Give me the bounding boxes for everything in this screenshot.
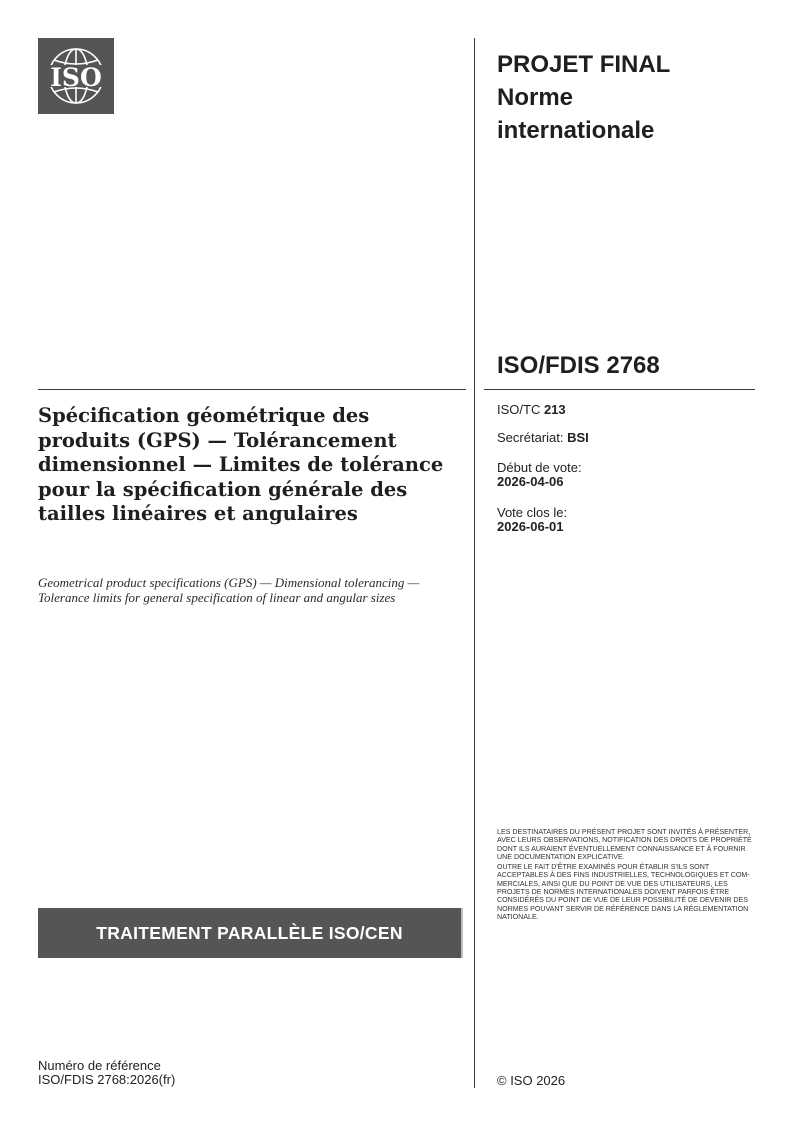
vote-start-label: Début de vote: bbox=[497, 460, 582, 475]
vertical-divider bbox=[474, 38, 475, 1088]
parallel-processing-banner: TRAITEMENT PARALLÈLE ISO/CEN bbox=[38, 908, 463, 958]
horizontal-divider-left bbox=[38, 389, 466, 390]
iso-globe-logo-icon bbox=[38, 38, 114, 114]
status-line-1: PROJET FINAL bbox=[497, 51, 671, 78]
document-number: ISO/FDIS 2768 bbox=[497, 352, 660, 379]
vote-start-info bbox=[497, 461, 582, 489]
vote-end-info bbox=[497, 506, 567, 534]
committee-value: 213 bbox=[543, 402, 566, 417]
notice-paragraph-2: OUTRE LE FAIT D'ÊTRE EXAMINÉS POUR ÉTABLIR S'ILS SONT ACCEPTABLES À DES FINS INDUSTRIELLES, TECHNOLOGIQUES ET COM-MERCIALES, AINSI QUE DU POINT DE VUE DES UTILISATEURS, LES PROJETS DE NORMES INTERNATIONALES DOIVENT PARFOIS ÊTRE CONSIDÉRÉS DU POINT DE VUE DE LEUR POSSIBILITÉ DE DEVENIR DES NORMES POUVANT SERVIR DE RÉFÉRENCE DANS LA RÉGLEMENTATION NATIONALE. bbox=[497, 863, 750, 921]
english-title: Geometrical product specifications (GPS) — Dimensional tolerancing — Tolerance limits for general specification of linear and angular sizes bbox=[38, 575, 420, 605]
vote-end-date: 2026-06-01 bbox=[497, 519, 564, 534]
notice-paragraph-1: LES DESTINATAIRES DU PRÉSENT PROJET SONT INVITÉS À PRÉSENTER, AVEC LEURS OBSERVATIONS, NOTIFICATION DES DROITS DE PROPRIÉTÉ DONT ILS AURAIENT ÉVENTUELLEMENT CONNAISSANCE ET À FOURNIR UNE DOCUMENTATION EXPLICATIVE. bbox=[497, 828, 752, 861]
horizontal-divider-right bbox=[484, 389, 755, 390]
reference-value: ISO/FDIS 2768:2026(fr) bbox=[38, 1071, 176, 1087]
vote-start-date: 2026-04-06 bbox=[497, 474, 564, 489]
status-line-2: Norme bbox=[497, 84, 574, 111]
french-title: Spécification géométrique des produits (GPS) — Tolérancement dimensionnel — Limites de tolérance pour la spécification générale des tailles linéaires et angulaires bbox=[38, 404, 444, 525]
document-status bbox=[497, 48, 767, 147]
committee-info bbox=[497, 403, 566, 417]
secretariat-info bbox=[497, 431, 589, 445]
reference-number bbox=[38, 1059, 175, 1086]
secretariat-value: BSI bbox=[567, 430, 589, 445]
reference-label: Numéro de référence bbox=[38, 1058, 161, 1073]
copyright-notice: © ISO 2026 bbox=[497, 1073, 566, 1088]
committee-label: ISO/TC bbox=[497, 402, 544, 417]
secretariat-label: Secrétariat: bbox=[497, 430, 568, 445]
iso-logo-text: ISO bbox=[50, 63, 102, 92]
iso-logo bbox=[38, 38, 114, 114]
recipient-notice bbox=[497, 828, 759, 923]
vote-end-label: Vote clos le: bbox=[497, 505, 568, 520]
status-line-3: internationale bbox=[497, 117, 655, 144]
